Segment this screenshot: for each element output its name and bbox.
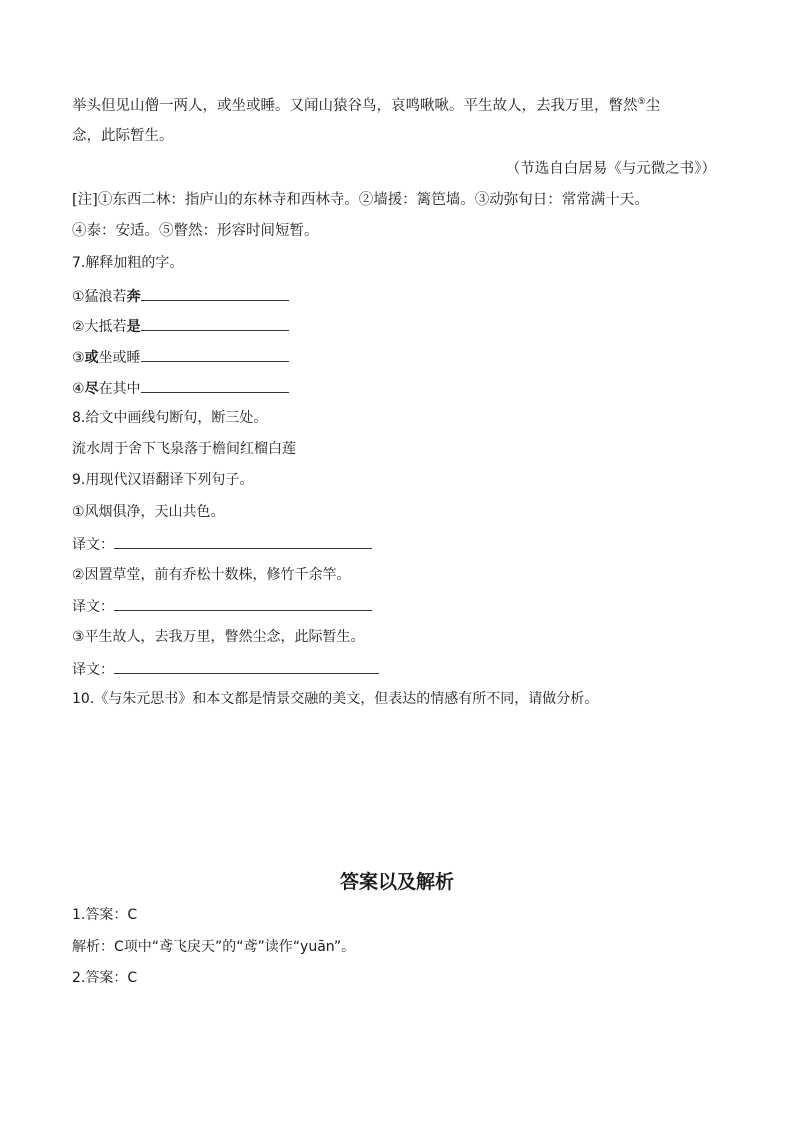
- question-7-item-1: [72, 285, 289, 307]
- passage-line-1: [72, 96, 660, 116]
- passage-text: 尘: [645, 98, 661, 114]
- translation-label: 译文：: [72, 599, 114, 615]
- passage-text: 举头但见山僧一两人，或坐或睡。又闻山猿谷鸟，哀鸣啾啾。平生故人，去我万里，瞥然: [72, 98, 638, 114]
- translation-label: 译文：: [72, 537, 114, 553]
- notes-line-2: ④泰：安适。⑤瞥然：形容时间短暂。: [72, 223, 319, 239]
- translation-blank[interactable]: [114, 658, 379, 674]
- question-9-item-1: ①风烟俱净，天山共色。: [72, 504, 225, 520]
- answer-1: 1.答案：C: [72, 907, 138, 923]
- answers-heading: 答案以及解析: [339, 871, 454, 893]
- item-text: 坐或睡: [98, 350, 141, 366]
- question-7-item-4: [72, 377, 289, 399]
- question-9-item-3: ③平生故人，去我万里，瞥然尘念，此际暂生。: [72, 629, 365, 645]
- answer-blank[interactable]: [141, 377, 289, 393]
- translation-blank[interactable]: [114, 533, 372, 549]
- footnote-marker: ⑤: [637, 97, 646, 108]
- translation-row-1: [72, 533, 372, 555]
- passage-line-2: 念，此际暂生。: [72, 128, 174, 144]
- answer-blank[interactable]: [141, 315, 289, 331]
- question-8-sentence: 流水周于舍下飞泉落于檐间红榴白莲: [72, 441, 296, 457]
- question-7-item-3: [72, 346, 289, 368]
- translation-label: 译文：: [72, 662, 114, 678]
- answer-blank[interactable]: [141, 346, 289, 362]
- bold-char: 奔: [126, 289, 141, 305]
- bold-char: 或: [84, 350, 99, 366]
- bold-char: 是: [126, 319, 141, 335]
- answer-blank[interactable]: [141, 285, 289, 301]
- item-text: ①猛浪若: [72, 289, 127, 305]
- passage-source: （节选自白居易《与元微之书》）: [505, 161, 716, 177]
- question-9-title: 9.用现代汉语翻译下列句子。: [72, 472, 254, 488]
- translation-row-3: [72, 658, 379, 680]
- translation-row-2: [72, 595, 372, 617]
- question-9-item-2: ②因置草堂，前有乔松十数株，修竹千余竿。: [72, 567, 351, 583]
- item-text: ③: [72, 350, 85, 366]
- question-7-title: 7.解释加粗的字。: [72, 255, 184, 271]
- bold-char: 尽: [84, 381, 99, 397]
- item-text: ②大抵若: [72, 319, 127, 335]
- answer-1-analysis: 解析：C项中“鸢飞戾天”的“鸢”读作“yuān”。: [72, 939, 356, 955]
- answer-2: 2.答案：C: [72, 970, 138, 986]
- question-10-title: 10.《与朱元思书》和本文都是情景交融的美文，但表达的情感有所不同，请做分析。: [72, 691, 599, 707]
- translation-blank[interactable]: [114, 595, 372, 611]
- item-text: 在其中: [98, 381, 141, 397]
- question-7-item-2: [72, 315, 289, 337]
- notes-line-1: [注]①东西二林：指庐山的东林寺和西林寺。②墙援：篱笆墙。③动弥旬日：常常满十天。: [72, 192, 649, 208]
- question-8-title: 8.给文中画线句断句，断三处。: [72, 410, 268, 426]
- item-text: ④: [72, 381, 85, 397]
